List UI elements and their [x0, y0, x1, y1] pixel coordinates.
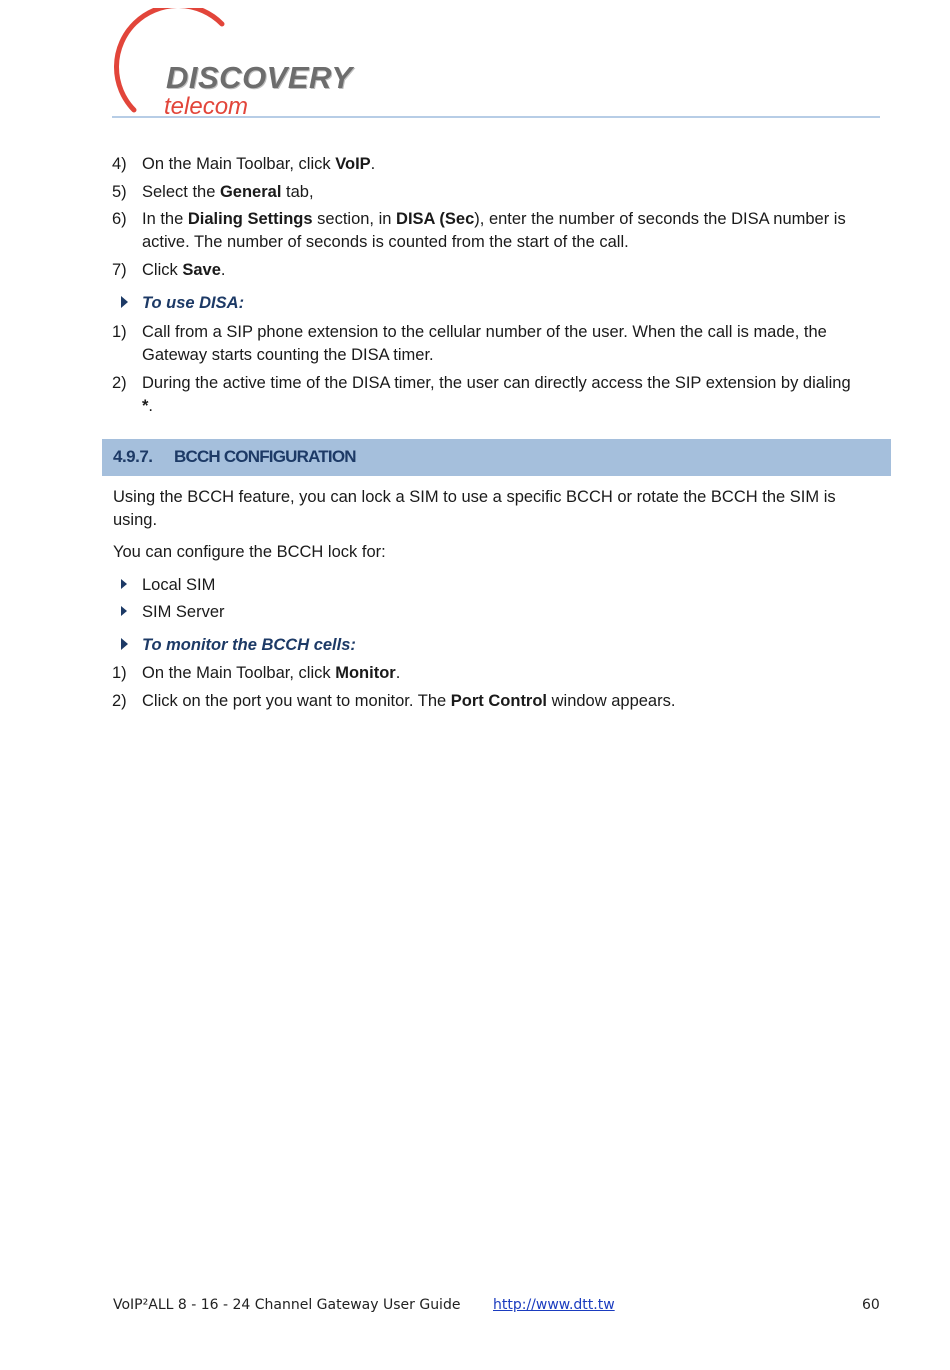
bullet-text: SIM Server	[142, 603, 225, 621]
section-number: 4.9.7.	[113, 447, 153, 466]
footer-website-link[interactable]: http://www.dtt.tw	[493, 1297, 615, 1313]
step-number: 2)	[112, 374, 127, 392]
bullet-arrow-icon	[121, 579, 127, 589]
step-number: 1)	[112, 664, 127, 682]
procedure-arrow-icon	[121, 296, 128, 308]
step-text: Click Save.	[142, 261, 226, 279]
step-text: Gateway starts counting the DISA timer.	[142, 346, 434, 364]
step-number: 2)	[112, 692, 127, 710]
step-text: Call from a SIP phone extension to the cellular number of the user. When the call is made, the	[142, 323, 827, 341]
step-text: active. The number of seconds is counted from the start of the call.	[142, 233, 629, 251]
step-number: 1)	[112, 323, 127, 341]
step-number: 7)	[112, 261, 127, 279]
step-text: On the Main Toolbar, click VoIP.	[142, 155, 376, 173]
step-text: On the Main Toolbar, click Monitor.	[142, 664, 401, 682]
footer-document-title: VoIP²ALL 8 - 16 - 24 Channel Gateway User Guide	[113, 1297, 461, 1313]
step-text: During the active time of the DISA timer, the user can directly access the SIP extension by dialing	[142, 374, 851, 392]
procedure-heading: To monitor the BCCH cells:	[142, 636, 356, 654]
section-title: BCCH CONFIGURATION	[174, 447, 356, 466]
step-text: Click on the port you want to monitor. The Port Control window appears.	[142, 692, 676, 710]
logo-subtitle: telecom	[164, 93, 249, 120]
step-number: 5)	[112, 183, 127, 201]
section-heading	[102, 439, 891, 476]
body-paragraph-continuation: using.	[113, 511, 158, 529]
header-divider	[112, 116, 880, 118]
body-paragraph: You can configure the BCCH lock for:	[113, 543, 386, 561]
page-number: 60	[862, 1297, 880, 1313]
procedure-heading: To use DISA:	[142, 294, 245, 312]
company-logo	[112, 8, 372, 120]
body-paragraph: Using the BCCH feature, you can lock a SIM to use a specific BCCH or rotate the BCCH the SIM is	[113, 488, 836, 506]
procedure-arrow-icon	[121, 638, 128, 650]
bullet-text: Local SIM	[142, 576, 216, 594]
step-number: 4)	[112, 155, 127, 173]
bullet-arrow-icon	[121, 606, 127, 616]
step-text: *.	[142, 397, 154, 415]
step-text: Select the General tab,	[142, 183, 314, 201]
step-text: In the Dialing Settings section, in DISA (Sec), enter the number of seconds the DISA number is	[142, 210, 846, 228]
step-number: 6)	[112, 210, 127, 228]
logo-wordmark: DISCOVERY	[166, 60, 353, 95]
